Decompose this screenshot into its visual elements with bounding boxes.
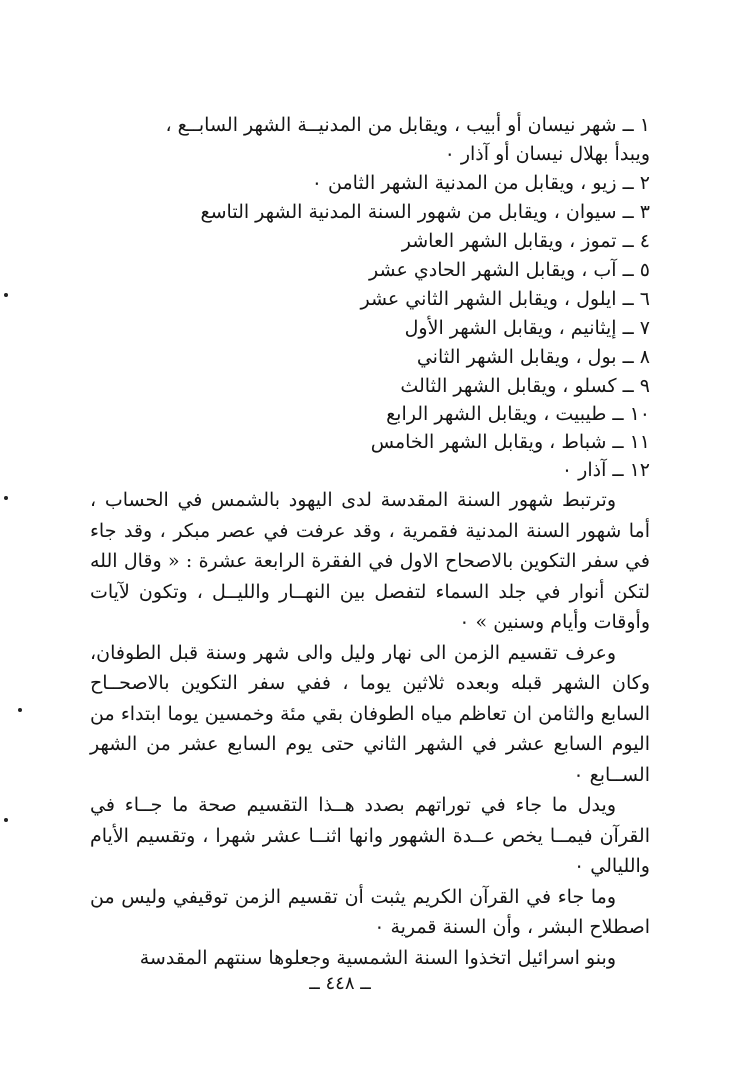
scan-speck xyxy=(18,708,22,712)
month-item-12: ١٢ ــ آذار ٠ xyxy=(561,459,650,481)
month-item-9: ٩ ــ كسلو ، ويقابل الشهر الثالث xyxy=(400,375,650,397)
paragraph: وترتبط شهور السنة المقدسة لدى اليهود بالشمس في الحساب ، أما شهور السنة المدنية فقمرية ، وقد عرفت في عصر مبكر ، وقد جاء في سفر التكوين بالاصحاح الاول في الفقرة الرابعة عشرة : « وقال الله لتكن أنوار في جلد السماء لتفصل بين النهــار والليــل ، وتكون لآيات وأوقات وأيام وسنين » ٠ xyxy=(90,489,650,633)
month-item-1-continuation: ويبدأ بهلال نيسان أو آذار ٠ xyxy=(444,143,650,165)
month-item-3: ٣ ــ سيوان ، ويقابل من شهور السنة المدنية الشهر التاسع xyxy=(200,201,650,223)
month-item-1: ١ ــ شهر نيسان أو أبيب ، ويقابل من المدنيــة الشهر السابــع ، xyxy=(165,114,650,136)
month-item-5: ٥ ــ آب ، ويقابل الشهر الحادي عشر xyxy=(369,259,650,281)
month-item-8: ٨ ــ بول ، ويقابل الشهر الثاني xyxy=(416,346,650,368)
body-text xyxy=(90,485,650,973)
scan-speck xyxy=(4,496,8,500)
page-number: ــ ٤٤٨ ــ xyxy=(309,973,371,994)
paragraph: وبنو اسرائيل اتخذوا السنة الشمسية وجعلوها سنتهم المقدسة xyxy=(139,946,616,969)
paragraph: ويدل ما جاء في توراتهم بصدد هــذا التقسيم صحة ما جــاء في القرآن فيمــا يخص عــدة الشهور وانها اثنــا عشر شهرا ، وتقسيم الأيام والليالي ٠ xyxy=(90,794,650,877)
scan-speck xyxy=(4,818,8,822)
month-item-7: ٧ ــ إيثانيم ، ويقابل الشهر الأول xyxy=(404,317,650,339)
scan-speck xyxy=(4,293,8,297)
paragraph: وعرف تقسيم الزمن الى نهار وليل والى شهر وسنة قبل الطوفان، وكان الشهر قبله وبعده ثلاثين يوما ، ففي سفر التكوين بالاصحــاح السابع والثامن ان تعاظم مياه الطوفان بقي مئة وخمسين يوما ابتداء من اليوم السابع عشر في الشهر الثاني حتى يوم السابع عشر من الشهر الســابع ٠ xyxy=(90,641,650,786)
month-item-10: ١٠ ــ طيبيت ، ويقابل الشهر الرابع xyxy=(386,403,650,425)
month-item-6: ٦ ــ ايلول ، ويقابل الشهر الثاني عشر xyxy=(360,288,650,310)
paragraph: وما جاء في القرآن الكريم يثبت أن تقسيم الزمن توقيفي وليس من اصطلاح البشر ، وأن السنة قمرية ٠ xyxy=(90,885,650,938)
month-item-4: ٤ ــ تموز ، ويقابل الشهر العاشر xyxy=(401,230,650,252)
month-item-11: ١١ ــ شباط ، ويقابل الشهر الخامس xyxy=(370,431,650,453)
month-item-2: ٢ ــ زيو ، ويقابل من المدنية الشهر الثامن ٠ xyxy=(311,172,650,194)
